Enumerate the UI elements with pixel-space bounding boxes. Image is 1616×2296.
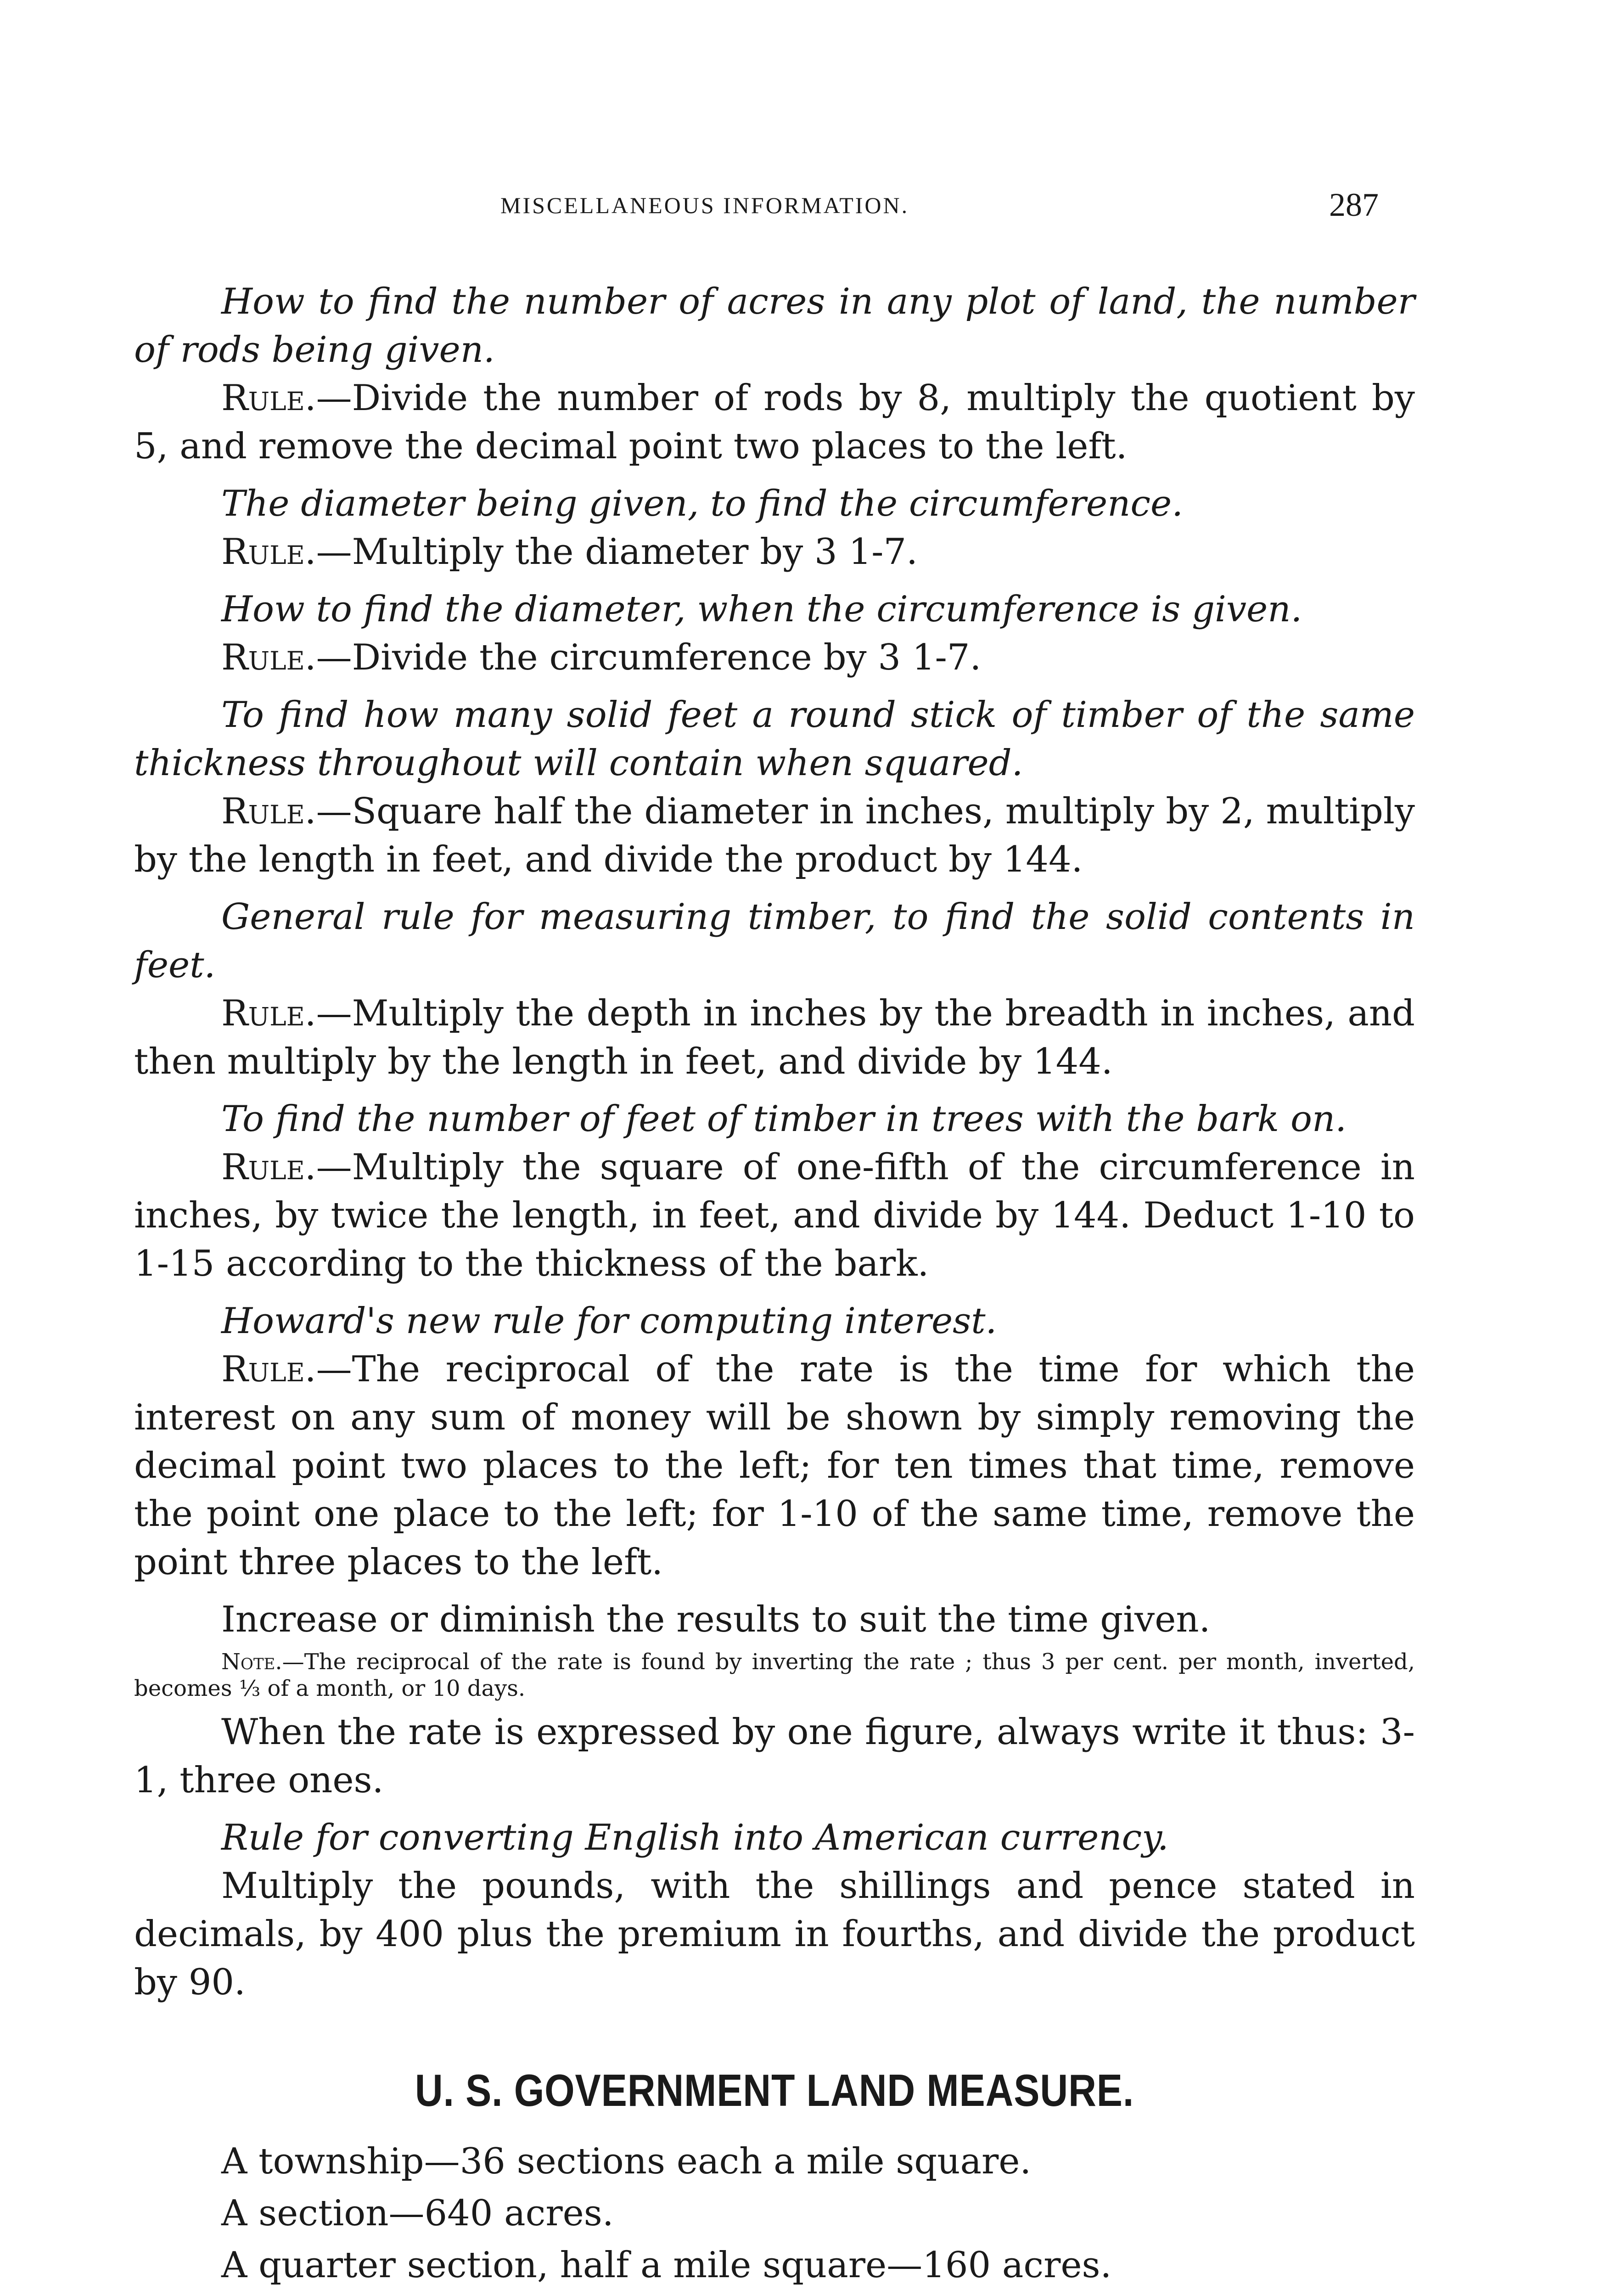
rule-text: —Square half the diameter in inches, multiply by 2, multiply by the length in feet, and divide the product by 144. [134,791,1415,880]
rule-interest [134,1345,1415,1587]
page-body [134,269,1415,2296]
rule-circumference [134,528,1415,576]
running-header: MISCELLANEOUS INFORMATION. [500,192,909,218]
page-number: 287 [1329,186,1379,223]
question-trees-bark: To find the number of feet of timber in trees with the bark on. [221,1098,1347,1140]
rule-label: Rule. [221,993,316,1034]
rule-label: Rule. [221,637,316,678]
increase-paragraph: Increase or diminish the results to suit the time given. [221,1599,1211,1640]
rule-trees-bark [134,1143,1415,1288]
note-text: —The reciprocal of the rate is found by inverting the rate ; thus 3 per cent. per month, inverted, becomes ⅓ of a month, or 10 days. [134,1649,1415,1701]
note-paragraph [134,1649,1415,1702]
rule-text: —Divide the circumference by 3 1-7. [316,637,982,678]
question-measuring-timber: General rule for measuring timber, to find the solid contents in feet. [134,896,1415,986]
rule-acres [134,374,1415,471]
note-label: Note. [221,1649,282,1675]
rule-label: Rule. [221,1147,316,1188]
list-item: A section—640 acres. [221,2193,614,2234]
question-currency: Rule for converting English into American currency. [221,1817,1169,1858]
land-measure-heading: U. S. GOVERNMENT LAND MEASURE. [415,2065,1134,2116]
rule-solid-feet [134,788,1415,884]
rule-measuring-timber [134,990,1415,1086]
rule-text: —Multiply the depth in inches by the breadth in inches, and then multiply by the length in feet, and divide by 144. [134,993,1415,1082]
rule-label: Rule. [221,1349,316,1390]
rate-paragraph: When the rate is expressed by one figure, always write it thus: 3-1, three ones. [134,1711,1415,1801]
list-item: A township—36 sections each a mile square. [221,2141,1032,2182]
question-diameter: How to find the diameter, when the circumference is given. [221,589,1302,630]
question-interest: Howard's new rule for computing interest. [221,1300,997,1342]
rule-label: Rule. [221,531,316,573]
rule-text: —Divide the number of rods by 8, multiply the quotient by 5, and remove the decimal point two places to the left. [134,377,1415,467]
list-item [134,2293,1415,2296]
currency-paragraph: Multiply the pounds, with the shillings and pence stated in decimals, by 400 plus the premium in fourths, and divide the product by 90. [134,1865,1415,2003]
question-circumference: The diameter being given, to find the circumference. [221,483,1183,524]
list-item: A quarter section, half a mile square—160 acres. [221,2245,1112,2286]
rule-diameter [134,634,1415,682]
question-acres: How to find the number of acres in any plot of land, the number of rods being given. [134,281,1415,371]
land-measure-list [134,2138,1415,2296]
rule-text: —Multiply the square of one-fifth of the circumference in inches, by twice the length, in feet, and divide by 144. Deduct 1-10 to 1-15 according to the thickness of the bark. [134,1147,1415,1284]
rule-label: Rule. [221,791,316,832]
question-solid-feet: To find how many solid feet a round stick of timber of the same thickness throughout will contain when squared. [134,694,1415,784]
rule-text: —Multiply the diameter by 3 1-7. [316,531,918,573]
rule-text: —The reciprocal of the rate is the time for which the interest on any sum of money will be shown by simply removing the decimal point two places to the left; for ten times that time, remove the point one place to the left; for 1-10 of the same time, remove the point three places to the left. [134,1349,1415,1583]
rule-label: Rule. [221,377,316,419]
